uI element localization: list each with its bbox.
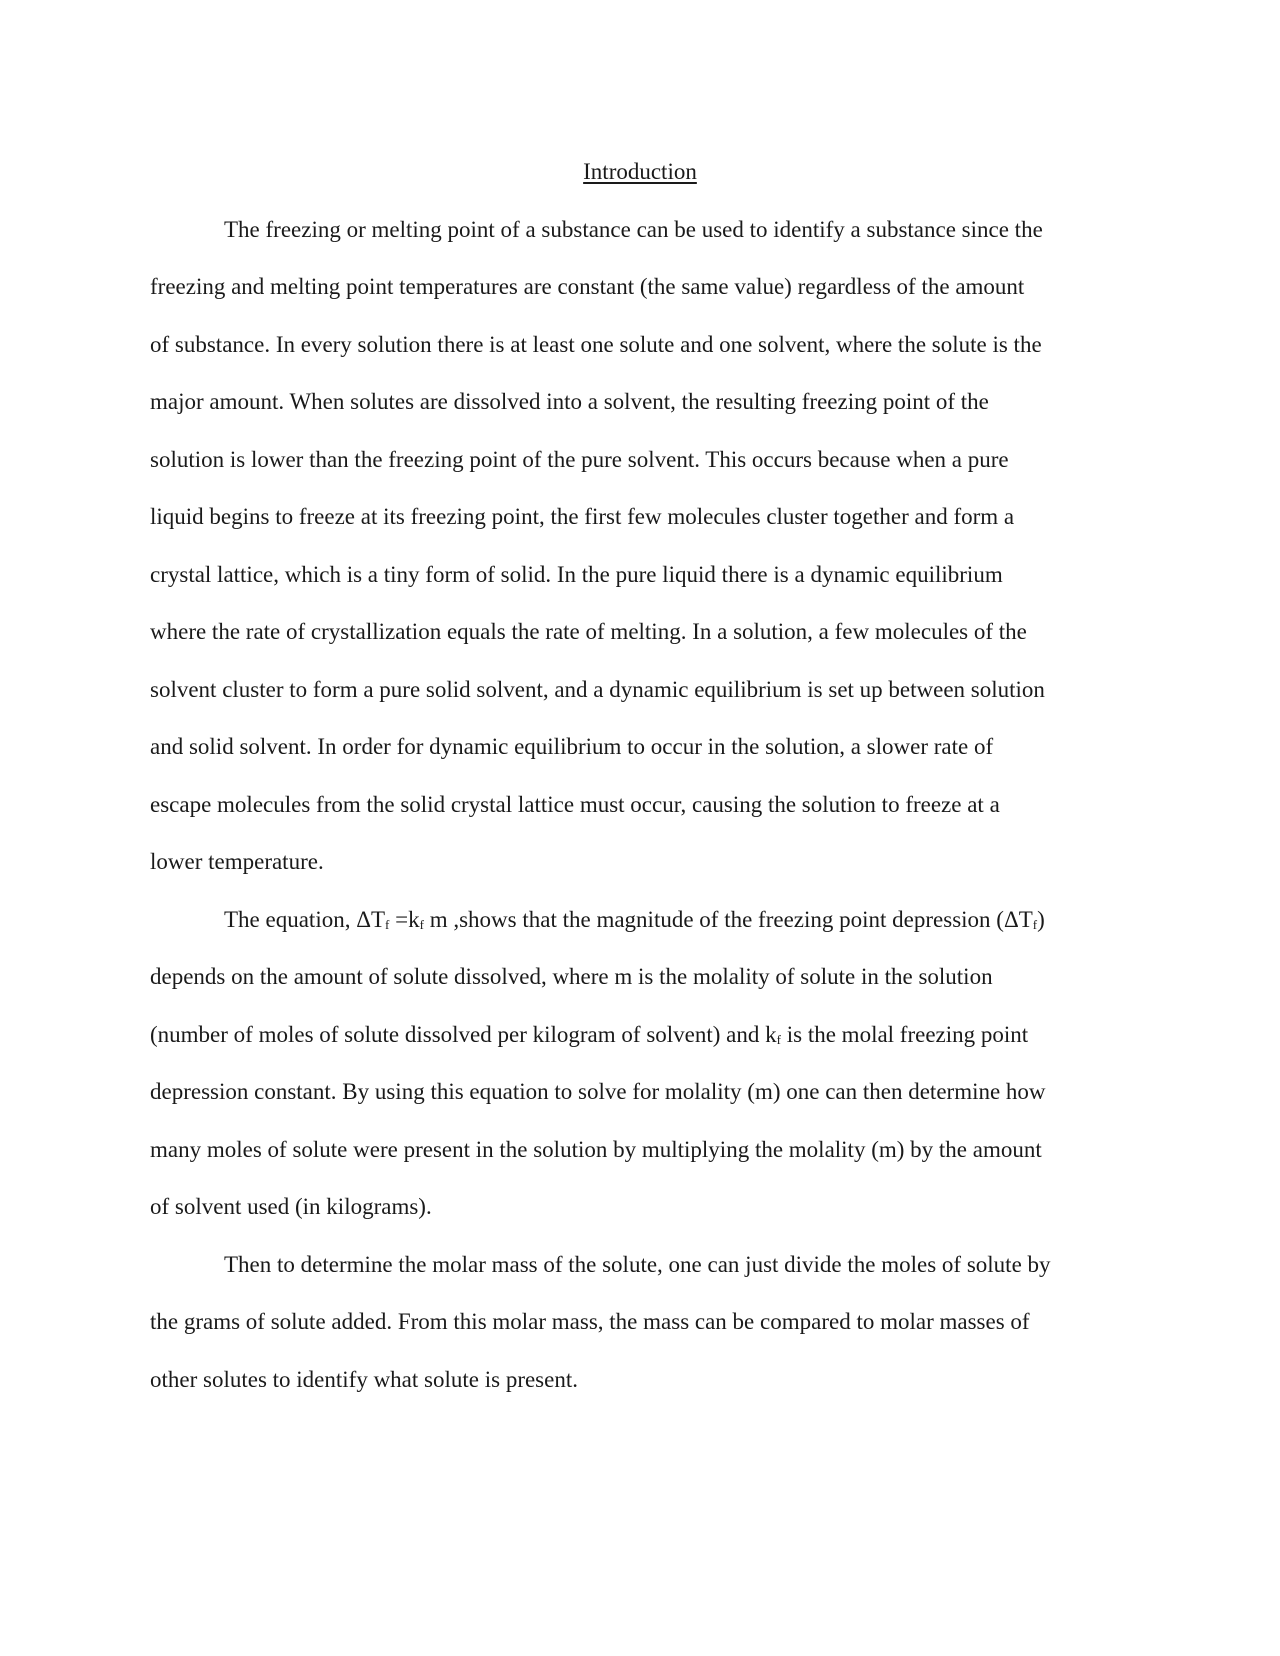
subscript-f: f [419,916,424,932]
subscript-f: f [385,916,390,932]
paragraph-line: crystal lattice, which is a tiny form of solid. In the pure liquid there is a dynamic equilibrium [150,561,1003,587]
paragraph-line: The freezing or melting point of a substance can be used to identify a substance since the [224,216,1043,242]
paragraph-1 [150,201,1130,891]
equation-text: =k [389,906,420,932]
subscript-f: f [1032,916,1038,932]
paragraph-line: escape molecules from the solid crystal lattice must occur, causing the solution to freeze at a [150,791,1000,817]
paragraph-3 [150,1236,1130,1409]
paragraph-line: Then to determine the molar mass of the solute, one can just divide the moles of solute by [224,1251,1051,1277]
paragraph-line: solution is lower than the freezing point of the pure solvent. This occurs because when a pure [150,446,1009,472]
document-body [150,143,1130,1408]
paragraph-line: solvent cluster to form a pure solid solvent, and a dynamic equilibrium is set up between solution [150,676,1045,702]
paragraph-line: depends on the amount of solute dissolved, where m is the molality of solute in the solution [150,964,993,989]
paragraph-line: freezing and melting point temperatures are constant (the same value) regardless of the amount [150,274,1025,299]
line-text: (number of moles of solute dissolved per kilogram of solvent) and k [150,1021,777,1047]
paragraph-line: and solid solvent. In order for dynamic equilibrium to occur in the solution, a slower rate of [150,734,994,759]
equation-line [150,891,1130,949]
paragraph-line: major amount. When solutes are dissolved into a solvent, the resulting freezing point of the [150,389,989,414]
line-text: is the molal freezing point [780,1021,1029,1047]
paragraph-line: liquid begins to freeze at its freezing point, the first few molecules cluster together and form a [150,504,1015,529]
paragraph-line: depression constant. By using this equation to solve for molality (m) one can then determine how [150,1079,1046,1104]
paragraph-line: lower temperature. [150,849,324,874]
paragraph-line: of solvent used (in kilograms). [150,1194,432,1219]
paragraph-line: the grams of solute added. From this molar mass, the mass can be compared to molar masses of [150,1309,1030,1334]
page-title: Introduction [583,159,697,184]
paragraph-line: other solutes to identify what solute is present. [150,1366,578,1392]
paragraph-line [150,1006,1130,1064]
paragraph-line: where the rate of crystallization equals the rate of melting. In a solution, a few molecules of the [150,619,1027,644]
equation-text: m ,shows that the magnitude of the freezing point depression (ΔT [423,906,1033,932]
paragraph-line: of substance. In every solution there is at least one solute and one solvent, where the solute is the [150,331,1042,357]
paragraph-2 [150,891,1130,1236]
paragraph-line: many moles of solute were present in the solution by multiplying the molality (m) by the amount [150,1136,1042,1162]
equation-text: The equation, ΔT [224,906,386,932]
subscript-f: f [776,1031,781,1047]
equation-text: ) [1037,906,1045,932]
